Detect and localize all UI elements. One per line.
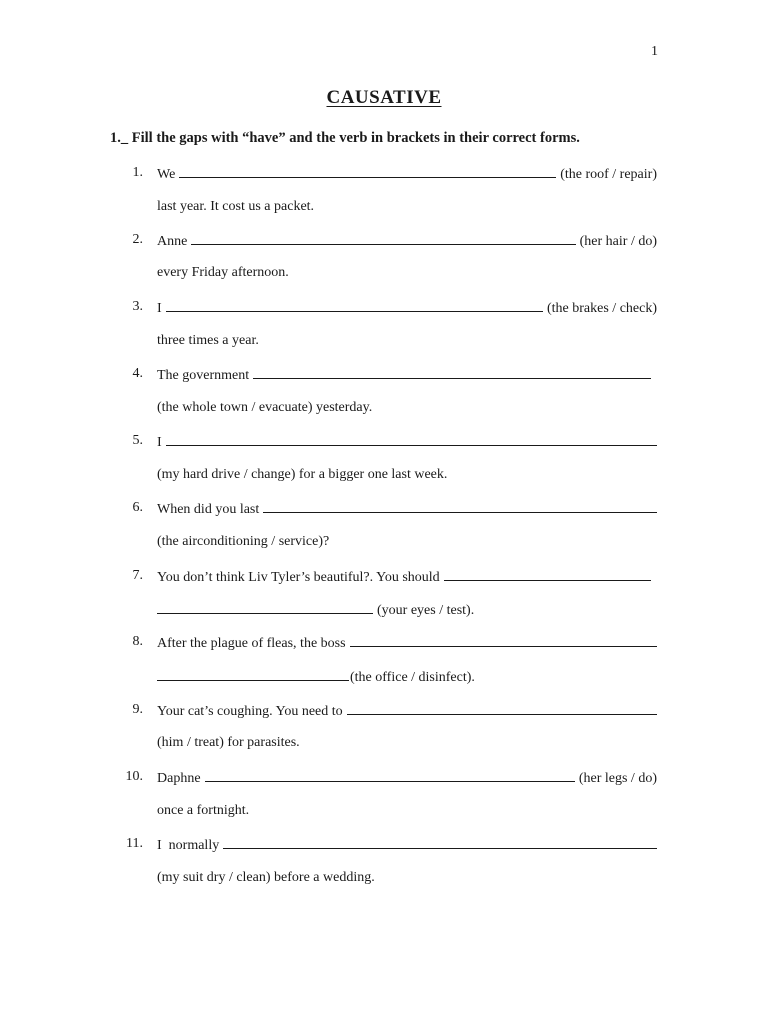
item-number: 3. [132, 299, 143, 314]
answer-blank[interactable] [191, 230, 575, 245]
item-hint: (the brakes / check) [547, 301, 657, 316]
item-lead: When did you last [157, 502, 260, 517]
answer-blank[interactable] [166, 297, 543, 312]
item-lead: The government [157, 368, 250, 383]
item-hint: (her legs / do) [578, 771, 657, 786]
answer-blank[interactable] [253, 364, 651, 379]
item-continuation: (the office / disinfect). [350, 670, 475, 685]
answer-blank[interactable] [205, 767, 575, 782]
answer-blank[interactable] [347, 700, 657, 715]
worksheet-title: CAUSATIVE [326, 87, 442, 108]
item-lead: Anne [157, 234, 188, 249]
item-lead: I [157, 435, 162, 450]
item-line [157, 566, 657, 586]
item-continuation-line [157, 599, 657, 619]
item-number: 5. [132, 433, 143, 448]
answer-blank[interactable] [166, 431, 657, 446]
answer-blank[interactable] [223, 834, 657, 849]
item-lead: You don’t think Liv Tyler’s beautiful?. You should [157, 570, 440, 585]
item-number: 10. [125, 769, 143, 784]
answer-blank[interactable] [263, 498, 657, 513]
item-continuation: (my suit dry / clean) before a wedding. [157, 870, 375, 885]
item-line [157, 297, 657, 317]
item-line [157, 230, 657, 250]
item-number: 11. [126, 836, 143, 851]
answer-blank[interactable] [444, 566, 651, 581]
exercise-instruction: 1._ Fill the gaps with “have” and the verb in brackets in their correct forms. [110, 130, 580, 146]
item-line [157, 431, 657, 451]
item-continuation: (my hard drive / change) for a bigger one last week. [157, 467, 448, 482]
item-continuation: every Friday afternoon. [157, 265, 289, 280]
item-line [157, 700, 657, 720]
item-lead: Daphne [157, 771, 201, 786]
answer-blank-continued[interactable] [157, 599, 373, 614]
item-number: 6. [132, 500, 143, 515]
item-continuation: (him / treat) for parasites. [157, 735, 300, 750]
item-continuation-line [157, 666, 657, 686]
item-line [157, 834, 657, 854]
item-line [157, 632, 657, 652]
item-continuation: (the whole town / evacuate) yesterday. [157, 400, 373, 415]
item-continuation: (your eyes / test). [377, 603, 475, 618]
page-number: 1 [651, 44, 658, 59]
answer-blank[interactable] [179, 163, 556, 178]
item-number: 4. [132, 366, 143, 381]
answer-blank-continued[interactable] [157, 666, 349, 681]
item-continuation: last year. It cost us a packet. [157, 199, 315, 214]
item-line [157, 767, 657, 787]
item-lead: I [157, 301, 162, 316]
item-continuation: once a fortnight. [157, 803, 250, 818]
item-continuation: three times a year. [157, 333, 259, 348]
item-lead: We [157, 167, 176, 182]
item-hint: (the roof / repair) [560, 167, 657, 182]
item-number: 9. [132, 702, 143, 717]
item-line [157, 498, 657, 518]
item-line [157, 364, 657, 384]
item-hint: (her hair / do) [579, 234, 657, 249]
item-lead: After the plague of fleas, the boss [157, 636, 346, 651]
item-line [157, 163, 657, 183]
item-lead: I normally [157, 838, 220, 853]
item-continuation: (the airconditioning / service)? [157, 534, 330, 549]
item-number: 8. [132, 634, 143, 649]
answer-blank[interactable] [350, 632, 657, 647]
item-lead: Your cat’s coughing. You need to [157, 704, 343, 719]
item-number: 7. [132, 568, 143, 583]
item-number: 2. [132, 232, 143, 247]
item-number: 1. [132, 165, 143, 180]
